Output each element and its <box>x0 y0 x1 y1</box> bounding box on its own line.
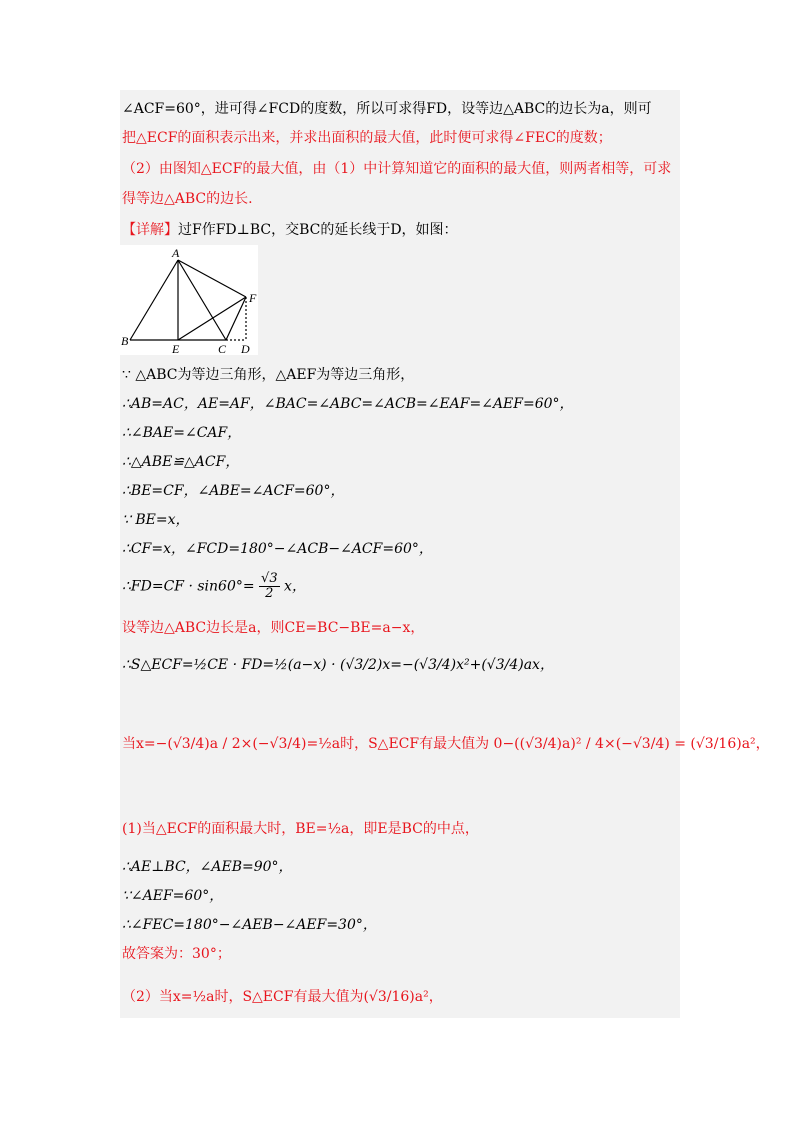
fd-expression: ∴FD=CF · sin60°= <box>122 578 255 595</box>
text-line-11: ∵ BE=x， <box>122 512 190 528</box>
label-E: E <box>172 342 180 355</box>
text-line-1: ∠ACF=60°，进可得∠FCD的度数，所以可求得FD，设等边△ABC的边长为a，则可 <box>122 101 652 117</box>
text-line-15: ∴S△ECF=½CE · FD=½(a−x) · (√3/2)x=−(√3/4)x²+(√3/4)ax， <box>122 657 554 673</box>
text-line-9: ∴△ABE≌△ACF， <box>122 454 240 470</box>
geometry-figure <box>120 245 258 355</box>
label-A: A <box>172 246 180 260</box>
text-line-6: ∵ △ABC为等边三角形，△AEF为等边三角形， <box>122 367 415 383</box>
frac-den: 2 <box>265 586 274 601</box>
text-line-20: ∴∠FEC=180°−∠AEB−∠AEF=30°， <box>122 917 377 933</box>
text-line-10: ∴BE=CF，∠ABE=∠ACF=60°， <box>122 483 345 499</box>
text-line-22: （2）当x=½a时，S△ECF有最大值为(√3/16)a²， <box>122 989 443 1005</box>
label-F: F <box>249 291 257 305</box>
label-D: D <box>241 342 250 355</box>
fd-x: x， <box>284 578 306 595</box>
text-line-18: ∴AE⊥BC，∠AEB=90°， <box>122 859 293 875</box>
text-line-21: 故答案为：30°； <box>122 946 231 962</box>
text-line-7: ∴AB=AC，AE=AF，∠BAC=∠ABC=∠ACB=∠EAF=∠AEF=60°， <box>122 396 574 412</box>
text-line-2: 把△ECF的面积表示出来，并求出面积的最大值，此时便可求得∠FEC的度数； <box>122 130 612 146</box>
text-line-14: 设等边△ABC边长是a，则CE=BC−BE=a−x， <box>122 620 425 636</box>
sqrt3-over-2 <box>259 572 280 601</box>
text-line-13 <box>122 572 306 601</box>
frac-num: √3 <box>261 571 278 586</box>
text-line-12: ∴CF=x，∠FCD=180°−∠ACB−∠ACF=60°， <box>122 541 433 557</box>
text-line-3: （2）由图知△ECF的最大值，由（1）中计算知道它的面积的最大值，则两者相等，可求 <box>122 161 672 177</box>
text-line-19: ∵∠AEF=60°， <box>122 888 224 904</box>
text-line-16: 当x=−(√3/4)a / 2×(−√3/4)=½a时，S△ECF有最大值为 0−((√3/4)a)² / 4×(−√3/4) = (√3/16)a²， <box>122 736 770 752</box>
triangle-diagram <box>120 245 258 355</box>
text-line-17: (1)当△ECF的面积最大时，BE=½a，即E是BC的中点， <box>122 821 479 837</box>
label-C: C <box>218 342 227 355</box>
detail-tag: 【详解】 <box>122 222 178 238</box>
text-line-4: 得等边△ABC的边长. <box>122 191 253 207</box>
text-line-8: ∴∠BAE=∠CAF， <box>122 425 242 441</box>
detail-text: 过F作FD⊥BC，交BC的延长线于D，如图： <box>178 222 458 238</box>
label-B: B <box>121 334 129 348</box>
text-line-5 <box>122 221 458 239</box>
